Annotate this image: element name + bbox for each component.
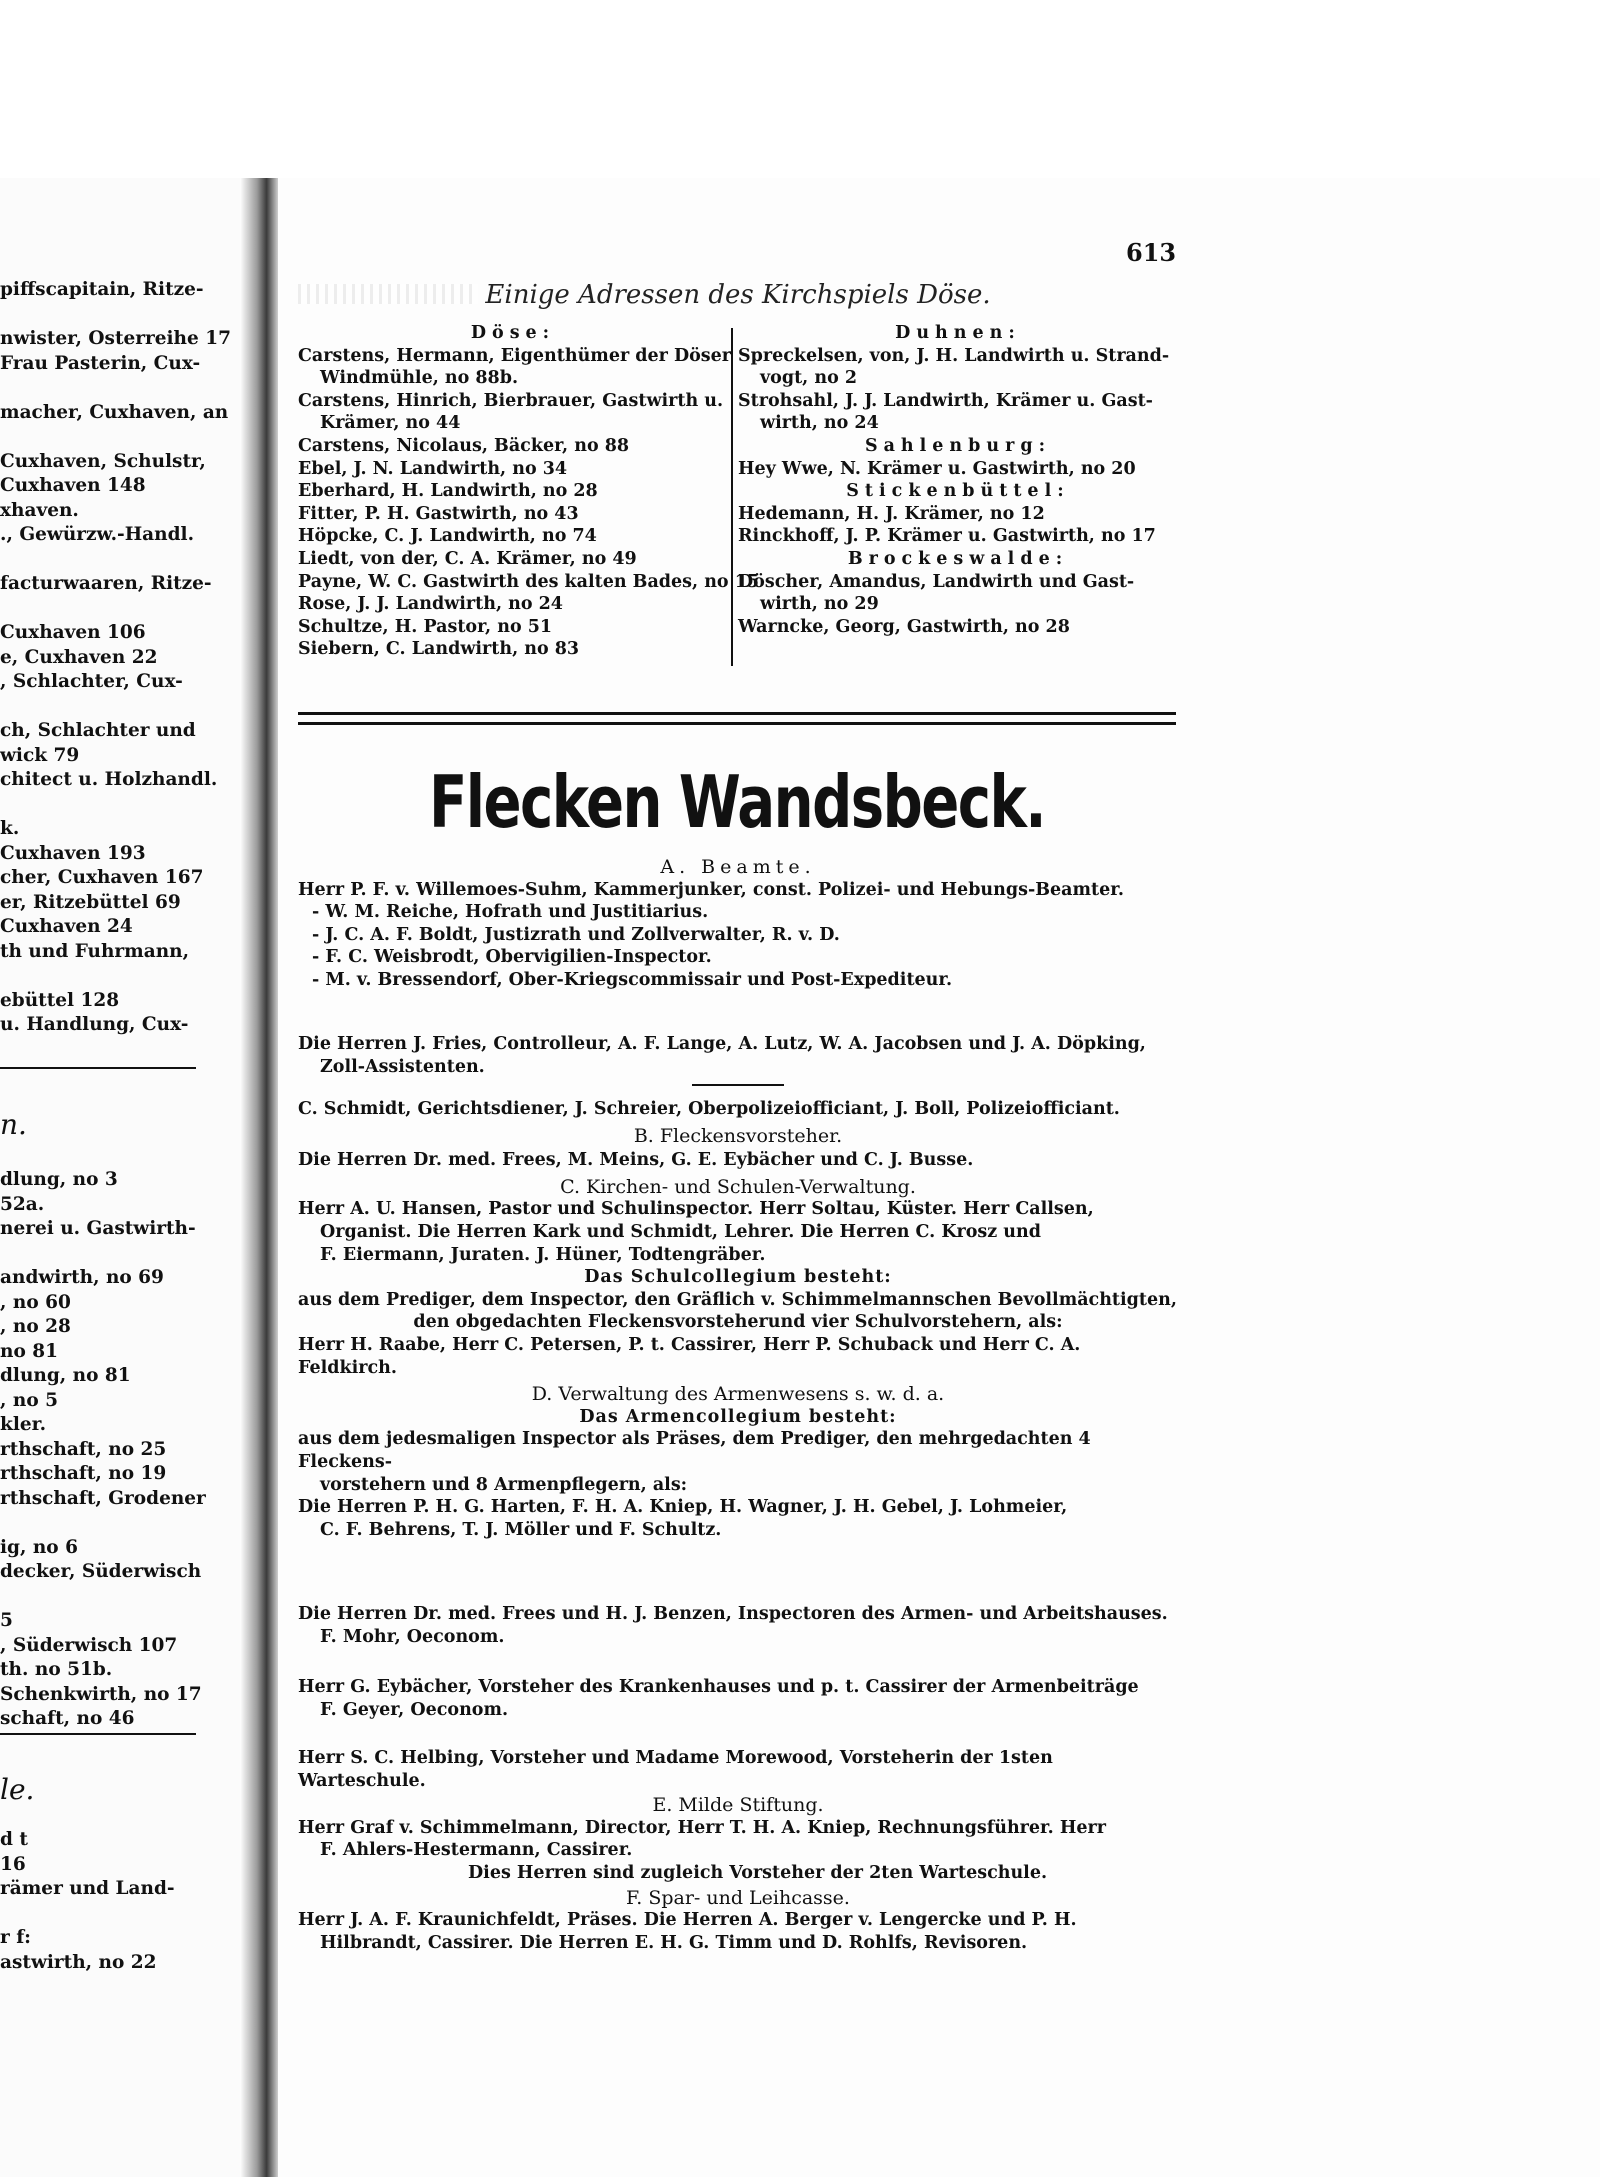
left-lines-b (0, 1168, 240, 1732)
left-line: k. (0, 818, 20, 839)
column-separator (731, 328, 733, 666)
section-d-lines (298, 1428, 1178, 1541)
schulcollegium-heading: Das Schulcollegium besteht: (584, 1267, 892, 1288)
warteschule-line: Herr S. C. Helbing, Vorsteher und Madame Morewood, Vorsteherin der 1sten Warteschule. (298, 1748, 1053, 1791)
left-page-fragment (0, 178, 240, 2177)
left-line: u. Handlung, Cux- (0, 1014, 189, 1035)
section-c-line: F. Eiermann, Juraten. J. Hüner, Todtengräber. (320, 1244, 766, 1265)
dose-entry: Carstens, Hermann, Eigenthümer der Döser (298, 345, 732, 366)
beamte-lines (298, 879, 1178, 992)
left-line: chitect u. Holzhandl. (0, 769, 218, 790)
left-line (0, 597, 240, 622)
book-gutter (240, 178, 278, 2177)
left-italic-heading-1: n. (0, 1108, 27, 1141)
left-divider-2 (0, 1733, 196, 1735)
left-line (0, 1242, 240, 1267)
left-line: Cuxhaven, Schulstr, (0, 450, 206, 472)
dose-entry: Rose, J. J. Landwirth, no 24 (298, 594, 563, 615)
krankenhaus-line-1: Herr G. Eybächer, Vorsteher des Krankenhauses und p. t. Cassirer der Armenbeiträge (298, 1677, 1139, 1697)
krankenhaus-block (298, 1676, 1178, 1721)
left-lines-a (0, 278, 240, 1038)
left-line (0, 695, 240, 720)
left-line: , no 28 (0, 1316, 71, 1337)
dose-entry: Liedt, von der, C. A. Krämer, no 49 (298, 548, 637, 569)
left-line (0, 964, 240, 989)
address-entry: Strohsahl, J. J. Landwirth, Krämer u. Gast- (738, 390, 1153, 411)
dose-entry: Fitter, P. H. Gastwirth, no 43 (298, 503, 579, 524)
armenhaus-line-1: Die Herren Dr. med. Frees und H. J. Benzen, Inspectoren des Armen- und Arbeitshauses. (298, 1604, 1168, 1624)
address-entry: Hedemann, H. J. Krämer, no 12 (738, 503, 1045, 524)
left-line: macher, Cuxhaven, an (0, 401, 229, 423)
left-line: ch, Schlachter und (0, 720, 196, 741)
section-b-heading: B. Fleckensvorsteher. (633, 1124, 843, 1147)
place-heading: Duhnen: (895, 323, 1021, 343)
section-c-lines (298, 1198, 1178, 1266)
left-line: d t (0, 1829, 28, 1850)
section-e-line-2: F. Ahlers-Hestermann, Cassirer. (320, 1840, 633, 1861)
section-f-line-2: Hilbrandt, Cassirer. Die Herren E. H. G. Timm und D. Rohlfs, Revisoren. (320, 1932, 1028, 1953)
address-entry: Döscher, Amandus, Landwirth und Gast- (738, 571, 1135, 592)
schulcollegium-line: aus dem Prediger, dem Inspector, den Gräflich v. Schimmelmannschen Bevollmächtigten, (298, 1289, 1177, 1310)
double-rule (298, 712, 1176, 725)
left-line (0, 793, 240, 818)
left-line: e, Cuxhaven 22 (0, 646, 158, 668)
schulcollegium-line: den obgedachten Fleckensvorsteherund vier Schulvorstehern, als: (413, 1312, 1063, 1333)
left-line: nwister, Osterreihe 17 (0, 328, 231, 349)
left-line (0, 376, 240, 401)
left-line (0, 1902, 240, 1927)
left-line: rthschaft, no 25 (0, 1438, 167, 1460)
left-line: astwirth, no 22 (0, 1951, 157, 1973)
left-line (0, 425, 240, 450)
section-d-line: C. F. Behrens, T. J. Möller und F. Schultz. (320, 1519, 722, 1540)
beamte-line: - J. C. A. F. Boldt, Justizrath und Zollverwalter, R. v. D. (312, 924, 840, 945)
beamte-line: - M. v. Bressendorf, Ober-Kriegscommissair und Post-Expediteur. (312, 969, 953, 990)
left-line: th. no 51b. (0, 1659, 113, 1680)
controlleur-line-1: Die Herren J. Fries, Controlleur, A. F. Lange, A. Lutz, W. A. Jacobsen und J. A. Döpking, (298, 1034, 1146, 1054)
left-line: , Süderwisch 107 (0, 1634, 178, 1656)
main-title: Flecken Wandsbeck. (428, 760, 1046, 844)
left-line: Schenkwirth, no 17 (0, 1683, 202, 1705)
section-e-heading: E. Milde Stiftung. (652, 1794, 824, 1817)
section-d-line: Die Herren P. H. G. Harten, F. H. A. Kniep, H. Wagner, J. H. Gebel, J. Lohmeier, (298, 1497, 1068, 1518)
address-entry: wirth, no 29 (760, 594, 879, 615)
left-italic-heading-2: le. (0, 1773, 35, 1806)
armenhaus-line-2: F. Mohr, Oeconom. (320, 1626, 505, 1647)
left-line: no 81 (0, 1340, 58, 1362)
left-line: decker, Süderwisch (0, 1561, 202, 1582)
address-entry: Spreckelsen, von, J. H. Landwirth u. Strand- (738, 345, 1170, 366)
section-c-line: Organist. Die Herren Kark und Schmidt, Lehrer. Die Herren C. Krosz und (320, 1221, 1041, 1242)
dose-entry: Carstens, Nicolaus, Bäcker, no 88 (298, 435, 630, 456)
left-line: cher, Cuxhaven 167 (0, 867, 204, 888)
controlleur-block (298, 1033, 1178, 1078)
left-line: Cuxhaven 106 (0, 622, 146, 643)
dose-column (298, 322, 760, 661)
left-line: nerei u. Gastwirth- (0, 1218, 196, 1239)
section-e-line-3: Dies Herren sind zugleich Vorsteher der 2ten Warteschule. (468, 1862, 1048, 1883)
left-line: rthschaft, Grodener (0, 1487, 206, 1509)
left-line: rthschaft, no 19 (0, 1463, 167, 1484)
schulcollegium-lines (298, 1289, 1178, 1379)
kirchspiel-title: Einige Adressen des Kirchspiels Döse. (485, 280, 991, 310)
place-heading: Brockeswalde: (847, 548, 1069, 569)
left-line: kler. (0, 1414, 47, 1435)
left-line: ., Gewürzw.-Handl. (0, 524, 195, 545)
left-line: r f: (0, 1927, 31, 1948)
dose-entry: Windmühle, no 88b. (320, 368, 519, 389)
beamte-heading: A. Beamte. (660, 856, 816, 878)
left-line (0, 303, 240, 328)
left-line: , Schlachter, Cux- (0, 671, 183, 692)
beamte-line: - F. C. Weisbrodt, Obervigilien-Inspector. (312, 947, 712, 968)
left-line: th und Fuhrmann, (0, 940, 190, 962)
gerichtsdiener-line: C. Schmidt, Gerichtsdiener, J. Schreier, Oberpolizeiofficiant, J. Boll, Polizeiofficiant. (298, 1099, 1120, 1119)
section-b-text: Die Herren Dr. med. Frees, M. Meins, G. E. Eybächer und C. J. Busse. (298, 1150, 974, 1171)
left-line: Cuxhaven 24 (0, 916, 133, 937)
left-line: , no 5 (0, 1389, 58, 1411)
left-line: andwirth, no 69 (0, 1267, 164, 1288)
dose-entry: Eberhard, H. Landwirth, no 28 (298, 481, 598, 502)
dose-entry: Schultze, H. Pastor, no 51 (298, 616, 553, 637)
dose-entry: Carstens, Hinrich, Bierbrauer, Gastwirth u. (298, 390, 724, 411)
left-line (0, 548, 240, 573)
krankenhaus-line-2: F. Geyer, Oeconom. (320, 1699, 509, 1720)
left-line: Cuxhaven 193 (0, 842, 146, 864)
dose-entry: Krämer, no 44 (320, 413, 461, 434)
page-number: 613 (1126, 238, 1177, 267)
place-heading: Sahlenburg: (864, 435, 1052, 456)
address-entry: vogt, no 2 (760, 368, 858, 389)
address-entry: Warncke, Georg, Gastwirth, no 28 (738, 616, 1070, 637)
left-line: dlung, no 3 (0, 1169, 118, 1190)
dose-entry: Ebel, J. N. Landwirth, no 34 (298, 458, 568, 479)
section-f-heading: F. Spar- und Leihcasse. (626, 1886, 850, 1909)
dose-entry: Siebern, C. Landwirth, no 83 (298, 639, 580, 660)
address-entry: wirth, no 24 (760, 413, 879, 434)
left-divider-1 (0, 1067, 196, 1069)
left-line: facturwaaren, Ritze- (0, 573, 212, 594)
section-a-beamte (298, 856, 1178, 992)
place-heading: Stickenbüttel: (846, 481, 1070, 502)
left-line (0, 1511, 240, 1536)
left-line: schaft, no 46 (0, 1708, 135, 1729)
beamte-line: - W. M. Reiche, Hofrath und Justitiarius. (312, 902, 709, 923)
schulcollegium-line: Herr H. Raabe, Herr C. Petersen, P. t. Cassirer, Herr P. Schuback und Herr C. A. Feldkirch. (298, 1334, 1081, 1378)
left-line: er, Ritzebüttel 69 (0, 891, 181, 913)
left-line: 52a. (0, 1193, 45, 1215)
left-line: piffscapitain, Ritze- (0, 279, 204, 300)
left-line: , no 60 (0, 1291, 71, 1313)
left-line: xhaven. (0, 499, 79, 521)
armenhaus-block (298, 1603, 1178, 1648)
short-rule-1 (692, 1084, 784, 1086)
warteschule-block (298, 1747, 1178, 1954)
section-c-line: Herr A. U. Hansen, Pastor und Schulinspector. Herr Soltau, Küster. Herr Callsen, (298, 1199, 1094, 1220)
address-entry: Rinckhoff, J. P. Krämer u. Gastwirth, no 17 (738, 526, 1156, 547)
section-d-line: aus dem jedesmaligen Inspector als Präses, dem Prediger, den mehrgedachten 4 Fleckens- (298, 1429, 1091, 1472)
beamte-line: Herr P. F. v. Willemoes-Suhm, Kammerjunker, const. Polizei- und Hebungs-Beamter. (298, 879, 1124, 900)
left-line: rämer und Land- (0, 1878, 175, 1899)
left-line: Frau Pasterin, Cux- (0, 352, 201, 374)
left-line: ebüttel 128 (0, 989, 120, 1011)
left-line: dlung, no 81 (0, 1365, 131, 1386)
duhnen-column (738, 322, 1178, 638)
left-line (0, 1585, 240, 1610)
left-line: 16 (0, 1853, 26, 1875)
controlleur-line-2: Zoll-Assistenten. (320, 1056, 485, 1077)
dose-heading: Döse: (470, 323, 556, 343)
left-line: ig, no 6 (0, 1536, 78, 1558)
left-lines-c (0, 1828, 240, 1975)
gerichtsdiener-block (298, 1098, 1178, 1541)
left-line: Cuxhaven 148 (0, 475, 146, 496)
section-d-heading: D. Verwaltung des Armenwesens s. w. d. a. (531, 1383, 945, 1406)
address-entry: Hey Wwe, N. Krämer u. Gastwirth, no 20 (738, 458, 1136, 479)
section-c-heading: C. Kirchen- und Schulen-Verwaltung. (560, 1175, 916, 1198)
armencollegium-heading: Das Armencollegium besteht: (579, 1406, 897, 1427)
left-line: wick 79 (0, 744, 80, 766)
dose-entry: Payne, W. C. Gastwirth des kalten Bades, no 15 (298, 571, 760, 592)
section-f-line-1: Herr J. A. F. Kraunichfeldt, Präses. Die Herren A. Berger v. Lengercke und P. H. (298, 1910, 1077, 1931)
left-line: 5 (0, 1610, 13, 1631)
section-d-line: vorstehern und 8 Armenpflegern, als: (320, 1474, 688, 1495)
section-e-line-1: Herr Graf v. Schimmelmann, Director, Herr T. H. A. Kniep, Rechnungsführer. Herr (298, 1817, 1106, 1838)
dose-entry: Höpcke, C. J. Landwirth, no 74 (298, 526, 597, 547)
